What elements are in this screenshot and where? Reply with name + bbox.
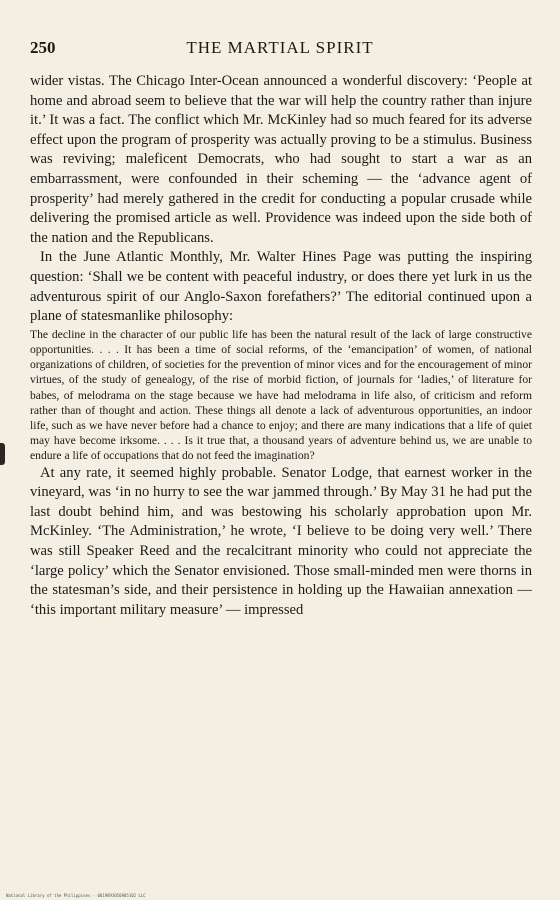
block-quote: The decline in the character of our public life has been the natural result of the lack of large constructive opportunities. . . . It has been a time of social reforms, of the ‘emancipation’ of women, of national organizations of children, of societies for the prevention of minor vices and for the encouragement of minor virtues, of the study of genealogy, of the rise of morbid fiction, of journals for ‘ladies,’ of literature for babes, of melodrama on the stage because we have had melodrama in life also, of criticism and reform rather than of thought and action. These things all denote a lack of adventurous opportunities, an indoor life, such as we have never before had a chance to enjoy; and there are many indications that a life of quiet may have become irksome. . . . Is it true that, a thousand years of adventure behind us, we are unable to endure a life of occupations that do not feed the imagination? [30, 327, 532, 463]
body-text [30, 72, 532, 620]
page-number: 250 [30, 38, 56, 57]
scan-footer: National Library of the Philippines · 0019893050905102 LLC [6, 893, 146, 898]
page-header [30, 38, 530, 60]
paragraph-3: At any rate, it seemed highly probable. Senator Lodge, that earnest worker in the vineyard, was ‘in no hurry to see the war jammed through.’ By May 31 he had put the last doubt behind him, and was bestowing his scholarly approbation upon Mr. McKinley. ‘The Administration,’ he wrote, ‘I believe to be doing very well.’ There was still Speaker Reed and the recalcitrant minority who could not appreciate the ‘large policy’ which the Senator envisioned. Those small-minded men were thorns in the statesman’s side, and their persistence in holding up the Hawaiian annexation — ‘this important military measure’ — impressed [30, 464, 532, 618]
margin-smudge [0, 443, 5, 465]
paragraph-2: In the June Atlantic Monthly, Mr. Walter Hines Page was putting the inspiring question: ‘Shall we be content with peaceful industry, or does there yet lurk in us the adventurous spirit of our Anglo-Saxon forefathers?’ The editorial continued upon a plane of statesmanlike philosophy: [30, 249, 532, 325]
running-head: THE MARTIAL SPIRIT [186, 38, 374, 57]
paragraph-1: wider vistas. The Chicago Inter-Ocean announced a wonderful discovery: ‘People at home and abroad seem to believe that the war will help the country rather than injure it.’ It was a fact. The conflict which Mr. McKinley had so much feared for its adverse effect upon the program of prosperity was actually proving to be a stimulus. Business was reviving; maleficent Democrats, who had sought to start a war as an embarrassment, were confounded in their scheming — the ‘advance agent of prosperity’ had merely gathered in the credit for conducting a popular crusade while delivering the promised article as well. Providence was indeed upon the side both of the nation and the Republicans. [30, 73, 532, 246]
